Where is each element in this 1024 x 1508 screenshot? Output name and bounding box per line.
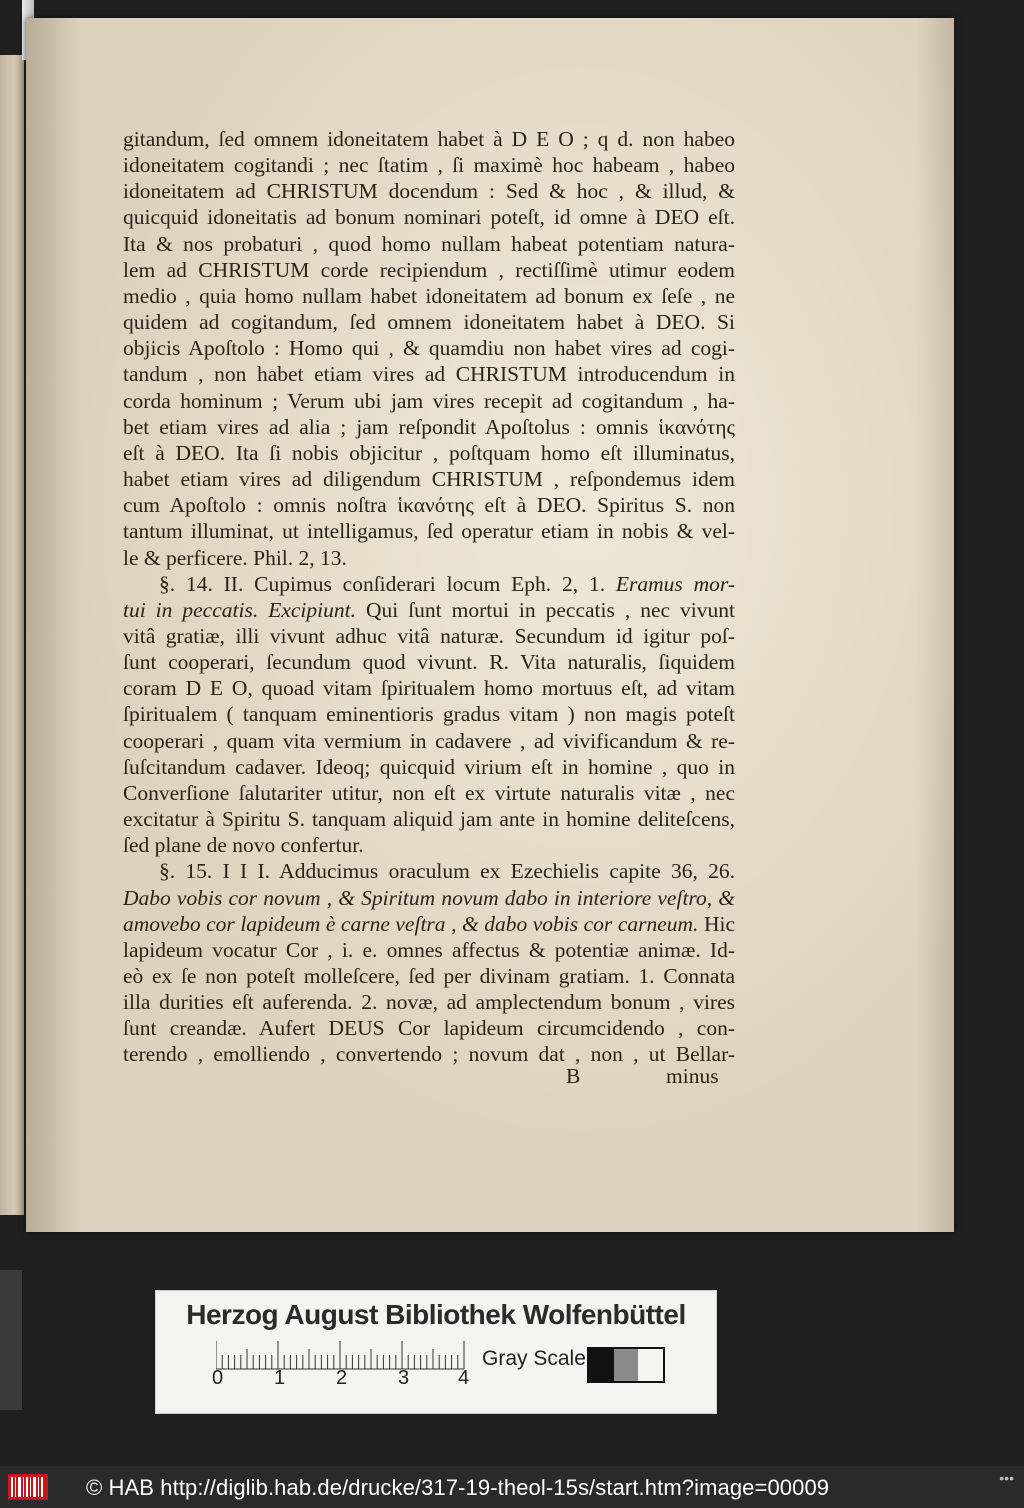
swatch-white — [638, 1349, 663, 1381]
text-line — [123, 597, 735, 623]
text-line: cum Apoſtolo : omnis noſtra ἱκανότης eſt à DEO. Spiritus S. non — [123, 493, 735, 518]
text-line: vitâ gratiæ, illi vivunt adhuc vitâ naturæ. Secundum id igitur poſ- — [123, 623, 735, 648]
book-stack-edge — [0, 1270, 22, 1410]
section-15-quote: Dabo vobis cor novum , & Spiritum novum dabo in interiore veſtro, & — [123, 885, 735, 910]
text-line: lem ad CHRISTUM corde recipiendum , rectiſſimè utimur eodem — [123, 257, 735, 282]
section-15-text: Hic — [698, 911, 735, 936]
gray-scale-label: Gray Scale — [482, 1347, 586, 1370]
text-line: excitatur à Spiritu S. tanquam aliquid jam ante in homine deliteſcens, — [123, 807, 735, 832]
page-footer-line — [123, 1064, 735, 1090]
section-14-text: Qui ſunt mortui in peccatis , nec vivunt — [355, 597, 735, 622]
text-line: quidem ad cogitandum, ſed omnem idoneitatem habet à DEO. Si — [123, 310, 735, 335]
ruler-number: 1 — [274, 1367, 286, 1389]
barcode-icon — [8, 1474, 48, 1500]
more-dots: ••• — [999, 1470, 1014, 1486]
library-name: Herzog August Bibliothek Wolfenbüttel — [186, 1299, 686, 1330]
section-14-quote: Eramus mor- — [615, 571, 735, 596]
swatch-black — [589, 1349, 614, 1381]
section-15-heading: §. 15. I I I. Adducimus oraculum ex Ezechielis capite 36, 26. — [159, 859, 735, 884]
text-line: quicquid idoneitatis ad bonum nominari poteſt, id omne à DEO eſt. — [123, 205, 735, 230]
text-line: idoneitatem ad CHRISTUM docendum : Sed & hoc , & illud, & — [123, 179, 735, 204]
catchword: minus — [666, 1064, 719, 1088]
ruler-number: 3 — [398, 1367, 410, 1389]
text-line: ſunt cooperari, ſecundum quod vivunt. R. Vita naturalis, ſiquidem — [123, 650, 735, 675]
text-line: ſunt creandæ. Aufert DEUS Cor lapideum circumcidendo , con- — [123, 1016, 735, 1041]
ruler-number: 4 — [458, 1367, 470, 1389]
text-line: medio , quia homo nullam habet idoneitatem ad bonum ex ſeſe , ne — [123, 283, 735, 308]
book-page — [26, 18, 954, 1232]
text-line: illa durities eſt auferenda. 2. novæ, ad amplectendum bonum , vires — [123, 990, 735, 1015]
text-line: habet etiam vires ad diligendum CHRISTUM , reſpondemus idem — [123, 467, 735, 492]
text-line: ſed plane de novo confertur. — [123, 833, 364, 858]
text-line: objicis Apoſtolo : Homo qui , & quamdiu non habet vires ad cogi- — [123, 336, 735, 361]
text-line: tantum illuminat, ut intelligamus, ſed operatur etiam in nobis & vel- — [123, 519, 735, 544]
section-14-heading — [123, 571, 735, 597]
text-line: le & perficere. Phil. 2, 13. — [123, 545, 347, 570]
text-line: cooperari , quam vita vermium in cadavere , ad vivificandum & re- — [123, 728, 735, 753]
page-text — [123, 126, 735, 1068]
swatch-gray — [614, 1349, 639, 1381]
signature-mark: B — [566, 1064, 581, 1088]
text-line: idoneitatem cogitandi ; nec ſtatim , ſi maximè hoc habeam , habeo — [123, 153, 735, 178]
text-line: gitandum, ſed omnem idoneitatem habet à D E O ; q d. non habeo — [123, 127, 735, 151]
text-line: Ita & nos probaturi , quod homo nullam habeat potentiam natura- — [123, 231, 735, 256]
text-line — [123, 911, 735, 937]
text-line: corda hominum ; Verum ubi jam vires recepit ad cogitandum , ha- — [123, 388, 735, 413]
gray-scale-swatches — [587, 1347, 665, 1383]
text-line: bet etiam vires ad alia ; jam reſpondit Apoſtolus : omnis ἱκανότης — [123, 414, 735, 439]
section-15-quote-end: amovebo cor lapideum è carne veſtra , & dabo vobis cor carneum. — [123, 911, 699, 936]
section-14-quote-end: tui in peccatis. Excipiunt. — [123, 597, 356, 622]
section-14-ref: §. 14. II. Cupimus conſiderari locum Eph. 2, 1. — [159, 571, 606, 596]
library-color-card — [155, 1290, 717, 1414]
text-line: Converſione ſalutariter utitur, non eſt ex virtute naturalis vitæ , nec — [123, 780, 735, 805]
ruler-number: 2 — [336, 1367, 348, 1389]
text-line: lapideum vocatur Cor , i. e. omnes affectus & potentiæ animæ. Id- — [123, 937, 735, 962]
text-line: ſpiritualem ( tanquam eminentioris gradus vitam ) non magis poteſt — [123, 702, 735, 727]
text-line: terendo , emolliendo , convertendo ; novum dat , non , ut Bellar- — [123, 1042, 735, 1067]
text-line: coram D E O, quoad vitam ſpiritualem homo mortuus eſt, ad vitam — [123, 676, 735, 701]
ruler-number: 0 — [212, 1367, 224, 1389]
viewer-footer — [0, 1466, 1024, 1508]
facing-page-edge — [0, 55, 24, 1215]
copyright-url[interactable]: © HAB http://diglib.hab.de/drucke/317-19-theol-15s/start.htm?image=00009 — [86, 1475, 830, 1500]
text-line: tandum , non habet etiam vires ad CHRISTUM introducendum in — [123, 362, 735, 387]
text-line: ſuſcitandum cadaver. Ideoq; quicquid virium eſt in homine , quo in — [123, 754, 735, 779]
text-line: eſt à DEO. Ita ſi nobis objicitur , poſtquam homo eſt illuminatus, — [123, 440, 735, 465]
text-line: eò ex ſe non poteſt molleſcere, ſed per divinam gratiam. 1. Connata — [123, 964, 735, 988]
